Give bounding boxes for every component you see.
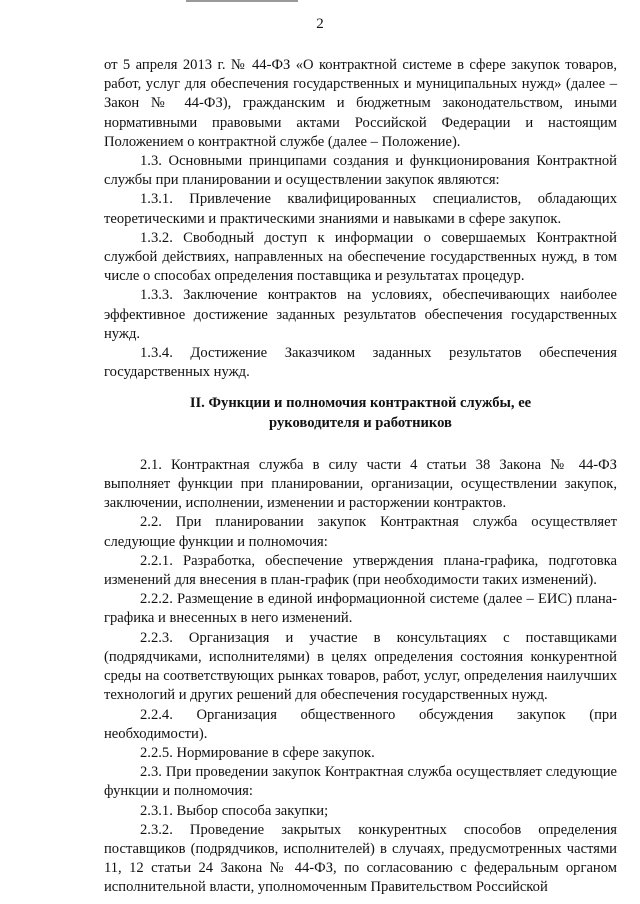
paragraph-1-3-4: 1.3.4. Достижение Заказчиком заданных результатов обеспечения государственных нужд. <box>104 345 617 381</box>
section-heading <box>104 394 617 432</box>
document-body <box>104 56 617 898</box>
paragraph-2-2-2: 2.2.2. Размещение в единой информационной системе (далее – ЕИС) плана-графика и внесенных в него изменений. <box>104 591 617 627</box>
paragraph-1-3-2: 1.3.2. Свободный доступ к информации о совершаемых Контрактной службой действиях, направленных на обеспечение государственных нужд, в том числе о способах определения поставщика и результатах процедур. <box>104 229 617 285</box>
paragraph-1-3-1: 1.3.1. Привлечение квалифицированных специалистов, обладающих теоретическими и практическими знаниями и навыками в сфере закупок. <box>104 191 617 227</box>
paragraph-2-3-1: 2.3.1. Выбор способа закупки; <box>140 802 329 819</box>
paragraph-intro-continuation: от 5 апреля 2013 г. № 44-ФЗ «О контрактной системе в сфере закупок товаров, работ, услуг для обеспечения государственных и муниципальных нужд» (далее – Закон № 44-ФЗ), гражданским и бюджетным законодательством, иными нормативными правовыми актами Российской Федерации и настоящим Положением о контрактной службе (далее – Положение). <box>104 57 617 150</box>
section-heading-line-1: II. Функции и полномочия контрактной службы, ее <box>189 395 532 412</box>
paragraph-2-1: 2.1. Контрактная служба в силу части 4 статьи 38 Закона № 44-ФЗ выполняет функции при планировании, организации, осуществлении закупок, заключении, исполнении, изменении и расторжении контрактов. <box>104 456 617 512</box>
paragraph-2-3-2: 2.3.2. Проведение закрытых конкурентных способов определения поставщиков (подрядчиков, исполнителей) в случаях, предусмотренных частями 11, 12 статьи 24 Закона № 44-ФЗ, по согласованию с федеральным органом исполнительной власти, уполномоченным Правительством Российской <box>104 821 617 896</box>
paragraph-2-2-3: 2.2.3. Организация и участие в консультациях с поставщиками (подрядчиками, исполнителями) в целях определения состояния конкурентной среды на соответствующих рынках товаров, работ, услуг, определения наилучших технологий и других решений для обеспечения государственных нужд. <box>104 629 617 704</box>
scan-edge-line <box>186 0 298 2</box>
section-heading-line-2: руководителя и работников <box>269 414 452 431</box>
paragraph-2-2-1: 2.2.1. Разработка, обеспечение утверждения плана-графика, подготовка изменений для внесения в план-график (при необходимости таких изменений). <box>104 552 617 589</box>
paragraph-2-3: 2.3. При проведении закупок Контрактная служба осуществляет следующие функции и полномочия: <box>104 764 617 800</box>
paragraph-1-3-3: 1.3.3. Заключение контрактов на условиях, обеспечивающих наиболее эффективное достижение заданных результатов обеспечения государственных нужд. <box>104 287 617 342</box>
page-number: 2 <box>316 16 324 32</box>
paragraph-1-3: 1.3. Основными принципами создания и функционирования Контрактной службы при планировании и осуществлении закупок являются: <box>104 153 617 189</box>
paragraph-2-2: 2.2. При планировании закупок Контрактная служба осуществляет следующие функции и полномочия: <box>104 514 617 550</box>
paragraph-2-2-4: 2.2.4. Организация общественного обсуждения закупок (при необходимости). <box>104 706 617 742</box>
paragraph-2-2-5: 2.2.5. Нормирование в сфере закупок. <box>140 744 375 761</box>
